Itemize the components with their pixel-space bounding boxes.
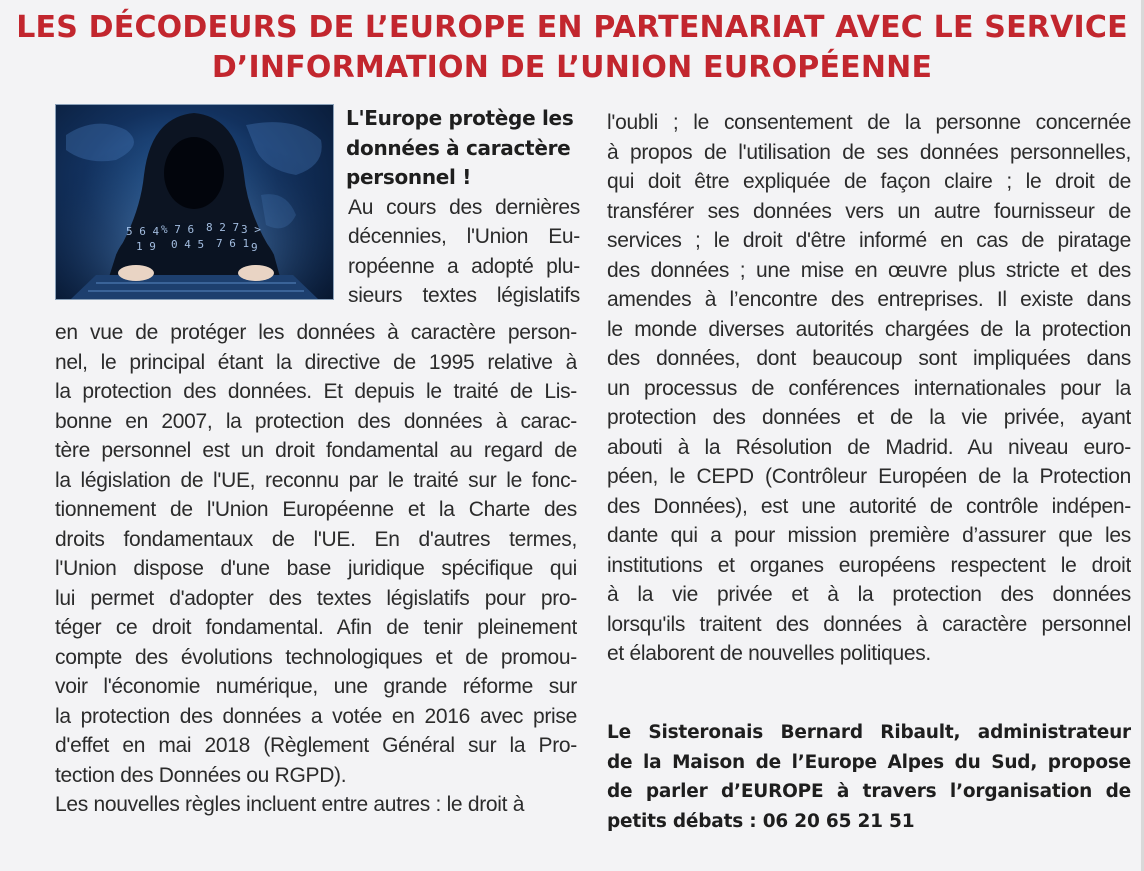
col2-line: et élaborent de nouvelles politiques. [607,642,931,665]
headline [0,8,1144,88]
subtitle-line: L'Europe protège les [346,106,574,130]
article-subtitle [346,104,580,193]
col2-line: amendes à l’encontre des entreprises. Il existe dans [607,288,1131,311]
col2-line: l'oubli ; le consentement de la personne concernée [607,111,1131,134]
col2-line: à la vie privée et à la protection des données [607,583,1131,606]
col1-line: tionnement de l'Union Européenne et la Charte des [55,498,577,521]
col2-line: protection des données et de la vie privée, ayant [607,406,1131,429]
article-intro [346,193,580,311]
col2-line: qui doit être expliquée de façon claire ; le droit de [607,170,1131,193]
author-note [607,718,1131,836]
col1-line: la protection des données a votée en 2016 avec prise [55,704,577,728]
col1-line: voir l'économie numérique, une grande réforme sur [55,675,577,698]
col1-line: téger ce droit fondamental. Afin de tenir pleinement [55,616,577,639]
subtitle-line: personnel ! [346,165,472,189]
col2-line: des Données), est une autorité de contrôle indépen- [607,494,1131,518]
col1-line: droits fondamentaux de l'UE. En d'autres termes, [55,527,577,551]
col1-line: tection des Données ou RGPD). [55,763,347,787]
col1-line: bonne en 2007, la protection des données à carac- [55,409,577,433]
col2-line: des données ; une mise en œuvre plus stricte et des [607,258,1131,282]
col2-line: un processus de conférences internationales pour la [607,376,1131,400]
svg-text:0 4 5: 0 4 5 [171,238,205,251]
article-column-1 [55,318,577,820]
col1-line: la protection des données. Et depuis le traité de Lis- [55,380,577,403]
svg-text:7 6 1: 7 6 1 [216,237,250,250]
subtitle-line: données à caractère [346,135,571,160]
svg-text:3 >: 3 > [241,223,261,236]
headline-line-1: LES DÉCODEURS DE L’EUROPE EN PARTENARIAT AVEC LE SERVICE [16,10,1128,45]
col2-line: des données, dont beaucoup sont impliquées dans [607,347,1131,370]
author-line: de parler d’EUROPE à travers l’organisation de [607,781,1131,802]
svg-text:1 9: 1 9 [136,240,156,253]
headline-line-2: D’INFORMATION DE L’UNION EUROPÉENNE [211,50,933,85]
author-line: de la Maison de l’Europe Alpes du Sud, propose [607,751,1131,773]
col2-line: abouti à la Résolution de Madrid. Au niveau euro- [607,435,1131,459]
col1-line: l'Union dispose d'une base juridique spécifique qui [55,557,577,580]
article-column-2 [607,108,1131,669]
col1-line: en vue de protéger les données à caractère person- [55,321,577,344]
col1-line: d'effet en mai 2018 (Règlement Général sur la Pro- [55,734,577,757]
svg-text:% 7 6: % 7 6 [161,223,195,236]
col2-line: transférer ses données vers un autre fournisseur de [607,199,1131,223]
col1-line: la législation de l'UE, reconnu par le traité sur le fonc- [55,468,577,492]
intro-line: Au cours des dernières [348,195,580,219]
col1-line: compte des évolutions technologiques et de promou- [55,645,577,669]
author-line: petits débats : 06 20 65 21 51 [607,810,915,832]
col1-line: tère personnel est un droit fondamental au regard de [55,439,577,462]
hacker-photo [55,104,334,300]
col2-line: lorsqu'ils traitent des données à caractère personnel [607,612,1131,636]
col2-line: dante qui a pour mission première d’assurer que les [607,524,1131,547]
intro-line: ropéenne a adopté plu- [348,254,580,278]
author-line: Le Sisteronais Bernard Ribault, administrateur [607,722,1131,743]
hooded-hacker-illustration [56,105,333,299]
col2-line: institutions et organes européens respectent le droit [607,553,1131,577]
svg-text:8 2 7: 8 2 7 [206,221,240,234]
col2-line: le monde diverses autorités chargées de la protection [607,317,1131,341]
col2-line: services ; le droit d'être informé en cas de piratage [607,229,1131,252]
intro-line: décennies, l'Union Eu- [348,225,580,248]
col2-line: à propos de l'utilisation de ses données personnelles, [607,140,1131,164]
col2-line: péen, le CEPD (Contrôleur Européen de la Protection [607,465,1131,488]
col1-line: nel, le principal étant la directive de 1995 relative à [55,350,577,374]
col1-line: lui permet d'adopter des textes législatifs pour pro- [55,586,577,610]
col1-line: Les nouvelles règles incluent entre autres : le droit à [55,793,525,816]
intro-line: sieurs textes législatifs [348,284,580,307]
svg-text:5 6 4: 5 6 4 [126,225,160,238]
svg-text:9: 9 [251,241,258,254]
article-lead [346,104,580,311]
